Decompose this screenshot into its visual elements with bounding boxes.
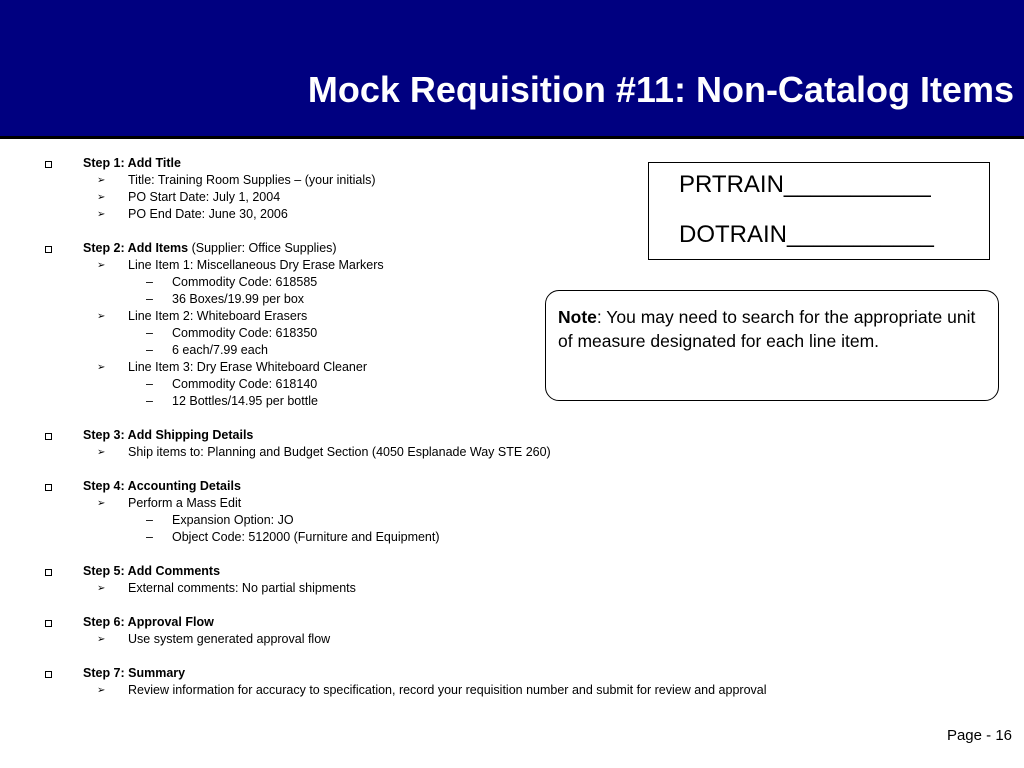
prtrain-line: PRTRAIN___________ — [679, 171, 931, 198]
step-subitem — [40, 512, 940, 529]
square-bullet-icon — [45, 671, 52, 678]
arrow-bullet-icon: ➢ — [97, 447, 106, 458]
dash-bullet-icon: – — [146, 343, 153, 357]
step-subitem-text: Expansion Option: JO — [172, 513, 294, 527]
step-block — [40, 665, 940, 699]
step-item — [40, 682, 940, 699]
arrow-bullet-icon: ➢ — [97, 311, 106, 322]
step-block — [40, 427, 940, 461]
step-block — [40, 614, 940, 648]
square-bullet-icon — [45, 161, 52, 168]
arrow-bullet-icon: ➢ — [97, 192, 106, 203]
dash-bullet-icon: – — [146, 326, 153, 340]
step-label: Step 1: Add Title — [83, 156, 181, 170]
arrow-bullet-icon: ➢ — [97, 685, 106, 696]
page-number: Page - 16 — [946, 727, 1012, 744]
arrow-bullet-icon: ➢ — [97, 634, 106, 645]
dash-bullet-icon: – — [146, 275, 153, 289]
step-item-text: External comments: No partial shipments — [128, 581, 356, 595]
step-item-text: PO Start Date: July 1, 2004 — [128, 190, 281, 204]
note-callout — [545, 290, 999, 401]
dash-bullet-icon: – — [146, 394, 153, 408]
square-bullet-icon — [45, 569, 52, 576]
step-item-text: Title: Training Room Supplies – (your initials) — [128, 173, 376, 187]
step-label: Step 5: Add Comments — [83, 564, 221, 578]
step-item-text: Line Item 3: Dry Erase Whiteboard Cleaner — [128, 360, 367, 374]
step-heading — [40, 427, 940, 444]
step-subitem — [40, 274, 940, 291]
step-item-text: Perform a Mass Edit — [128, 496, 242, 510]
step-subitem-text: Commodity Code: 618585 — [172, 275, 318, 289]
square-bullet-icon — [45, 484, 52, 491]
step-subitem-text: 12 Bottles/14.95 per bottle — [172, 394, 318, 408]
slide-title: Mock Requisition #11: Non-Catalog Items — [307, 69, 1014, 110]
step-item-text: Line Item 1: Miscellaneous Dry Erase Markers — [128, 258, 384, 272]
arrow-bullet-icon: ➢ — [97, 583, 106, 594]
step-block — [40, 563, 940, 597]
step-subitem-text: 36 Boxes/19.99 per box — [172, 292, 305, 306]
arrow-bullet-icon: ➢ — [97, 175, 106, 186]
step-subitem-text: Commodity Code: 618350 — [172, 326, 318, 340]
step-item-text: Review information for accuracy to specification, record your requisition number and submit for review and approval — [128, 683, 767, 697]
step-heading — [40, 563, 940, 580]
step-item-text: Line Item 2: Whiteboard Erasers — [128, 309, 308, 323]
step-subitem — [40, 529, 940, 546]
dash-bullet-icon: – — [146, 513, 153, 527]
step-label: Step 7: Summary — [83, 666, 186, 680]
arrow-bullet-icon: ➢ — [97, 209, 106, 220]
header-banner — [0, 0, 1024, 136]
step-label: Step 4: Accounting Details — [83, 479, 241, 493]
step-item — [40, 631, 940, 648]
step-extra: (Supplier: Office Supplies) — [188, 241, 337, 255]
note-body: : You may need to search for the appropriate unit of measure designated for each line item. — [558, 307, 976, 351]
step-label: Step 6: Approval Flow — [83, 615, 214, 629]
step-item-text: Use system generated approval flow — [128, 632, 331, 646]
dotrain-line: DOTRAIN___________ — [679, 221, 934, 248]
arrow-bullet-icon: ➢ — [97, 498, 106, 509]
square-bullet-icon — [45, 246, 52, 253]
step-label: Step 3: Add Shipping Details — [83, 428, 254, 442]
dash-bullet-icon: – — [146, 377, 153, 391]
step-item-text: PO End Date: June 30, 2006 — [128, 207, 288, 221]
step-item-text: Ship items to: Planning and Budget Section (4050 Esplanade Way STE 260) — [128, 445, 551, 459]
step-label: Step 2: Add Items — [83, 241, 189, 255]
step-heading — [40, 665, 940, 682]
square-bullet-icon — [45, 433, 52, 440]
arrow-bullet-icon: ➢ — [97, 260, 106, 271]
step-subitem-text: Commodity Code: 618140 — [172, 377, 318, 391]
step-item — [40, 495, 940, 512]
step-heading — [40, 478, 940, 495]
step-subitem-text: 6 each/7.99 each — [172, 343, 268, 357]
arrow-bullet-icon: ➢ — [97, 362, 106, 373]
step-subitem-text: Object Code: 512000 (Furniture and Equipment) — [172, 530, 440, 544]
square-bullet-icon — [45, 620, 52, 627]
step-heading — [40, 614, 940, 631]
step-item — [40, 444, 940, 461]
step-item — [40, 580, 940, 597]
note-label: Note — [558, 307, 597, 327]
dash-bullet-icon: – — [146, 292, 153, 306]
requisition-name-box — [648, 162, 990, 260]
dash-bullet-icon: – — [146, 530, 153, 544]
note-text — [558, 305, 986, 353]
step-block — [40, 478, 940, 546]
header-divider — [0, 136, 1024, 139]
